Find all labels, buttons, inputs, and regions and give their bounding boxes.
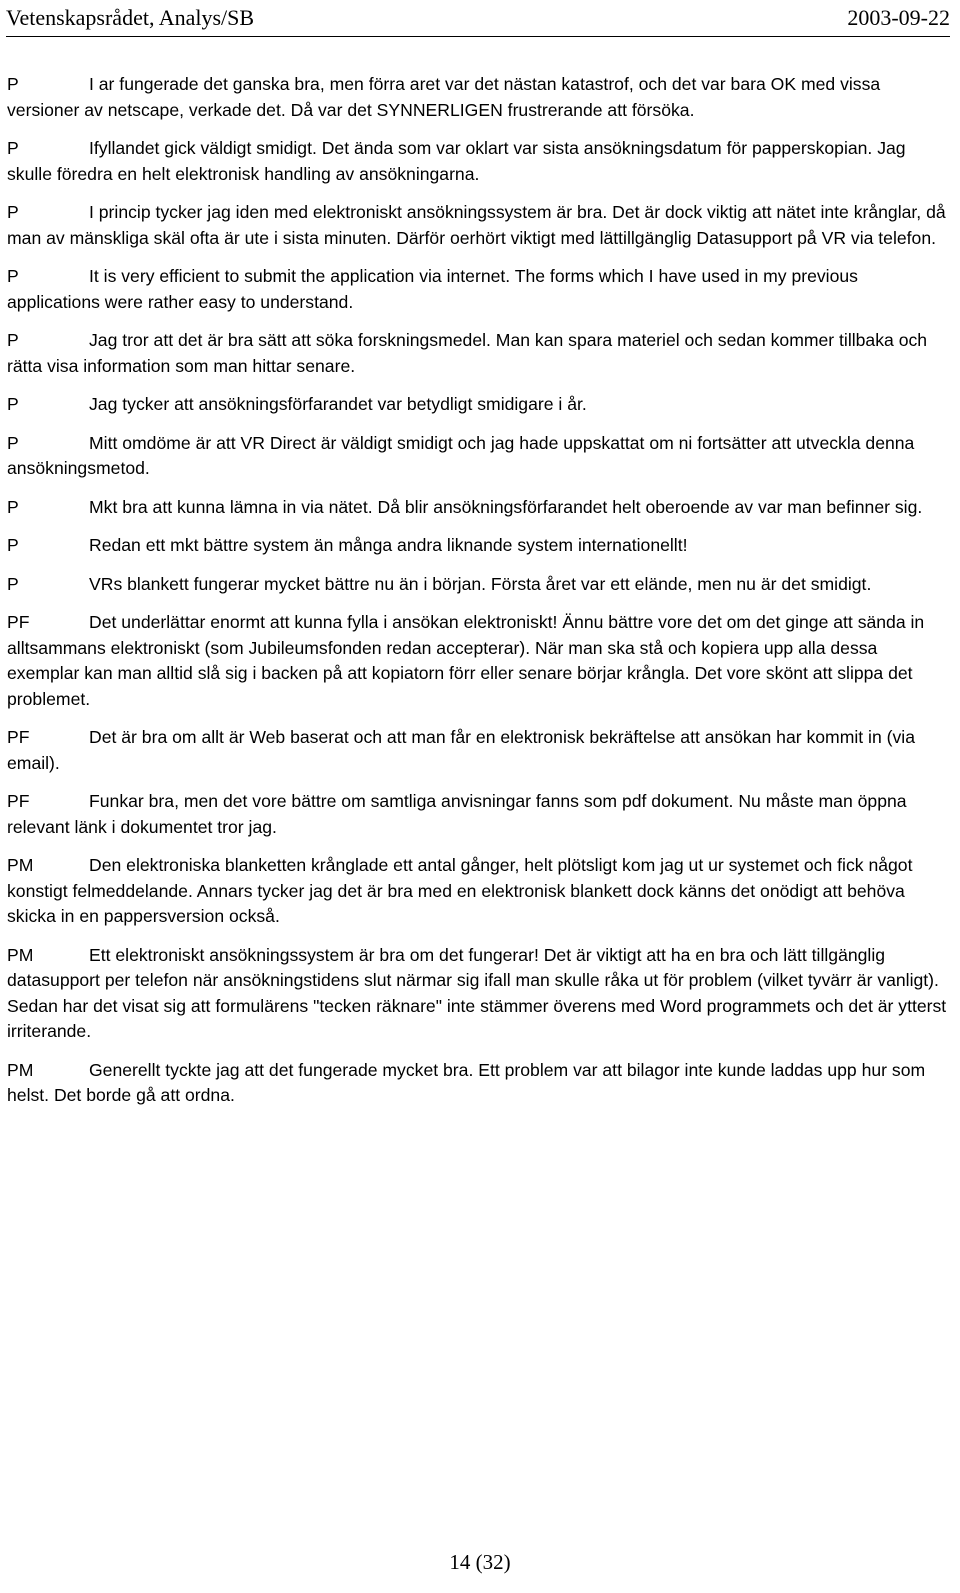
entry-code: PM	[7, 1059, 34, 1080]
comment-entry	[7, 943, 949, 1045]
entry-code: P	[7, 74, 19, 94]
entry-code: P	[7, 394, 19, 414]
entry-text: Jag tycker att ansökningsförfarandet var betydligt smidigare i år.	[89, 394, 587, 414]
comment-entry	[7, 853, 949, 930]
entry-code: P	[7, 496, 19, 517]
comment-entry	[7, 495, 949, 521]
entry-text: VRs blankett fungerar mycket bättre nu än i början. Första året var ett elände, men nu är det smidigt.	[89, 573, 872, 594]
comment-entry	[7, 533, 949, 559]
comment-entry	[7, 136, 949, 187]
header-date: 2003-09-22	[847, 5, 950, 30]
entry-text: I ar fungerade det ganska bra, men förra aret var det nästan katastrof, och det var bara OK med vissa versioner av netscape, verkade det. Då var det SYNNERLIGEN frustrerande att försöka.	[7, 74, 881, 120]
entry-text: Ifyllandet gick väldigt smidigt. Det ända som var oklart var sista ansökningsdatum för papperskopian. Jag skulle föredra en helt elektronisk handling av ansökningarna.	[7, 138, 906, 184]
comment-entry	[7, 392, 949, 418]
comment-entry	[7, 200, 949, 251]
entry-text: Den elektroniska blanketten krånglade ett antal gånger, helt plötsligt kom jag ut ur systemet och fick något konstigt felmeddelande. Annars tycker jag det är bra med en elektronisk blankett dock känns det onödigt att behöva skicka in en pappersversion också.	[7, 855, 913, 926]
entry-code: P	[7, 535, 19, 555]
comment-entry	[7, 789, 949, 840]
entry-text: I princip tycker jag iden med elektroniskt ansökningssystem är bra. Det är dock viktig att nätet inte krånglar, då man av mänskliga skäl ofta är ute i sista minuten. Därför oerhört viktigt med lättillgänglig Datasupport på VR via telefon.	[7, 202, 946, 248]
page-header	[6, 2, 950, 37]
header-organization: Vetenskapsrådet, Analys/SB	[6, 5, 255, 30]
entry-text: Mkt bra att kunna lämna in via nätet. Då blir ansökningsförfarandet helt oberoende av var man befinner sig.	[89, 496, 923, 517]
comment-entry	[7, 725, 949, 776]
comment-entry	[7, 572, 949, 598]
comment-entry	[7, 328, 949, 379]
entry-text: It is very efficient to submit the application via internet. The forms which I have used in my previous applications were rather easy to understand.	[7, 266, 858, 312]
entry-text: Ett elektroniskt ansökningssystem är bra om det fungerar! Det är viktigt att ha en bra och lätt tillgänglig datasupport per telefon när ansökningstidens slut närmar sig ifall man skulle råka ut för problem (vilket tyvärr är vanligt). Sedan har det visat sig att formulärens "tecken räknare" inte stämmer överens med Word programmets och det är ytterst irriterande.	[7, 944, 947, 1041]
entry-code: PM	[7, 855, 34, 875]
entry-text: Mitt omdöme är att VR Direct är väldigt smidigt och jag hade uppskattat om ni fortsätter att utveckla denna ansökningsmetod.	[7, 432, 915, 478]
comment-entry	[7, 72, 949, 123]
entry-code: PF	[7, 791, 30, 811]
entry-code: PM	[7, 944, 34, 965]
comment-list	[7, 72, 949, 1122]
entry-code: P	[7, 138, 19, 158]
entry-code: P	[7, 202, 19, 222]
entry-text: Redan ett mkt bättre system än många andra liknande system internationellt!	[89, 535, 688, 555]
entry-code: PF	[7, 612, 30, 632]
entry-code: PF	[7, 727, 30, 747]
comment-entry	[7, 610, 949, 712]
entry-text: Generellt tyckte jag att det fungerade mycket bra. Ett problem var att bilagor inte kunde laddas upp hur som helst. Det borde gå att ordna.	[7, 1059, 926, 1105]
entry-text: Funkar bra, men det vore bättre om samtliga anvisningar fanns som pdf dokument. Nu måste man öppna relevant länk i dokumentet tror jag.	[7, 791, 907, 837]
page-number: 14 (32)	[449, 1550, 511, 1574]
entry-text: Det är bra om allt är Web baserat och att man får en elektronisk bekräftelse att ansökan har kommit in (via email).	[7, 727, 915, 773]
comment-entry	[7, 431, 949, 482]
entry-code: P	[7, 573, 19, 594]
entry-code: P	[7, 266, 19, 286]
entry-text: Jag tror att det är bra sätt att söka forskningsmedel. Man kan spara materiel och sedan kommer tillbaka och rätta visa information som man hittar senare.	[7, 330, 928, 376]
comment-entry	[7, 1058, 949, 1109]
entry-code: P	[7, 432, 19, 453]
entry-code: P	[7, 330, 19, 350]
entry-text: Det underlättar enormt att kunna fylla i ansökan elektroniskt! Ännu bättre vore det om det ginge att sända in alltsammans elektroniskt (som Jubileumsfonden redan accepterar). När man ska stå och kopiera upp alla dessa exemplar kan man alltid slå sig i backen på att kopiatorn förr eller senare börjar krångla. Det vore skönt att slippa det problemet.	[7, 612, 925, 709]
comment-entry	[7, 264, 949, 315]
